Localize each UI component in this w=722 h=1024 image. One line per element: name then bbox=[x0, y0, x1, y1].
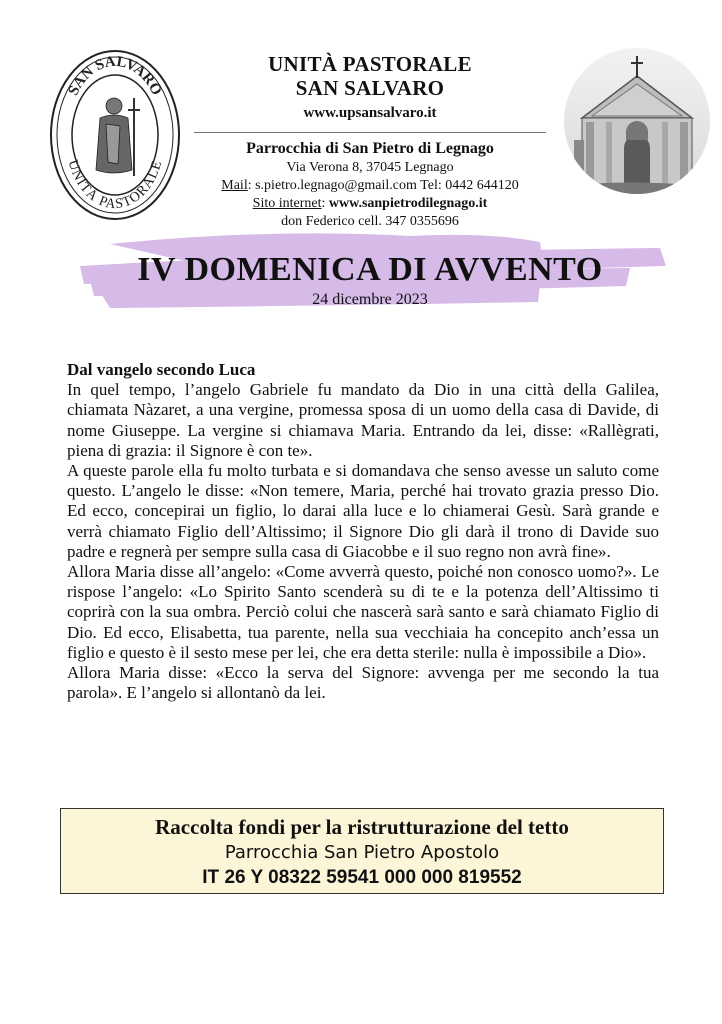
sunday-date: 24 dicembre 2023 bbox=[312, 291, 428, 308]
san-salvaro-seal-logo bbox=[48, 48, 182, 222]
gospel-paragraph: In quel tempo, l’angelo Gabriele fu mandato da Dio in una città della Galilea, chiamata Nàzaret, a una vergine, promessa sposa di un uomo della casa di Davide, di nome Giuseppe. La vergine si chiamava Maria. Entrando da lei, disse: «Rallègrati, piena di grazia: il Signore è con te». bbox=[67, 380, 659, 460]
site-separator: : bbox=[321, 196, 329, 211]
parish-name: Parrocchia di San Pietro di Legnago bbox=[246, 140, 494, 157]
pastoral-unit-website[interactable]: www.upsansalvaro.it bbox=[303, 105, 437, 121]
priest-contact: don Federico cell. 347 0355696 bbox=[281, 214, 459, 229]
sunday-title: IV DOMENICA DI AVVENTO bbox=[137, 251, 603, 288]
gospel-heading: Dal vangelo secondo Luca bbox=[67, 360, 256, 379]
church-photo bbox=[564, 48, 710, 194]
title-block bbox=[70, 222, 670, 322]
mail-and-phone[interactable]: : s.pietro.legnago@gmail.com Tel: 0442 644120 bbox=[247, 178, 519, 193]
fundraising-title: Raccolta fondi per la ristrutturazione del tetto bbox=[155, 815, 569, 839]
gospel-reading bbox=[67, 360, 659, 703]
fundraising-iban: IT 26 Y 08322 59541 000 000 819552 bbox=[202, 867, 522, 888]
mail-label: Mail bbox=[221, 178, 248, 193]
pastoral-unit-name: SAN SALVARO bbox=[295, 76, 445, 100]
site-label: Sito internet bbox=[252, 196, 322, 211]
parish-website[interactable]: www.sanpietrodilegnago.it bbox=[328, 196, 488, 211]
pastoral-unit-line: UNITÀ PASTORALE bbox=[268, 52, 472, 76]
gospel-paragraph: Allora Maria disse: «Ecco la serva del Signore: avvenga per me secondo la tua parola». E l’angelo si allontanò da lei. bbox=[67, 663, 659, 703]
masthead bbox=[190, 52, 550, 231]
header-divider bbox=[194, 132, 546, 133]
svg-text:SAN SALVARO: SAN SALVARO bbox=[65, 53, 165, 99]
parish-site-line bbox=[190, 195, 550, 213]
parish-mail-line bbox=[190, 177, 550, 195]
svg-text:UNITÀ PASTORALE: UNITÀ PASTORALE bbox=[64, 158, 166, 213]
fundraising-parish: Parrocchia San Pietro Apostolo bbox=[224, 842, 500, 863]
parish-address: Via Verona 8, 37045 Legnago bbox=[286, 160, 454, 175]
fundraising-box bbox=[60, 808, 664, 894]
gospel-paragraph: Allora Maria disse all’angelo: «Come avverrà questo, poiché non conosco uomo?». Le rispose l’angelo: «Lo Spirito Santo scenderà su di te e la potenza dell’Altissimo ti coprirà con la sua ombra. Perciò colui che nascerà sarà santo e sarà chiamato Figlio di Dio. Ed ecco, Elisabetta, tua parente, nella sua vecchiaia ha concepito anch’essa un figlio e questo è il sesto mese per lei, che era detta sterile: nulla è impossibile a Dio». bbox=[67, 562, 659, 662]
gospel-paragraph: A queste parole ella fu molto turbata e si domandava che senso avesse un saluto come questo. L’angelo le disse: «Non temere, Maria, perché hai trovato grazia presso Dio. Ed ecco, concepirai un figlio, lo darai alla luce e lo chiamerai Gesù. Sarà grande e verrà chiamato Figlio dell’Altissimo; il Signore Dio gli darà il trono di Davide suo padre e regnerà per sempre sulla casa di Giacobbe e il suo regno non avrà fine». bbox=[67, 461, 659, 561]
